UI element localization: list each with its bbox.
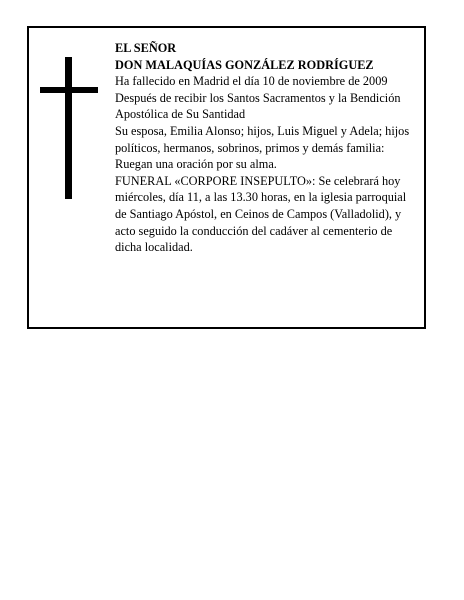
notice-text [115,40,419,256]
notice-title-line1: EL SEÑOR [115,41,177,55]
family-paragraph: Su esposa, Emilia Alonso; hijos, Luis Miguel y Adela; hijos políticos, hermanos, sobrinos, primos y demás familia: [115,123,410,155]
funeral-details: FUNERAL «CORPORE INSEPULTO»: Se celebrará hoy miércoles, día 11, a las 13.30 horas, en la iglesia parroquial de Santiago Apóstol, en Ceinos de Campos (Valladolid), y acto seguido la conducción del cadáver al cementerio de dicha localidad. [115,173,407,255]
obituary-notice [27,26,426,329]
prayer-request: Ruegan una oración por su alma. [115,157,277,172]
deceased-name: DON MALAQUÍAS GONZÁLEZ RODRÍGUEZ [115,57,374,72]
death-announcement: Ha fallecido en Madrid el día 10 de noviembre de 2009 [115,74,388,89]
cross-horizontal-bar [40,87,98,93]
cross-vertical-bar [65,57,72,199]
cross-icon [40,57,100,199]
sacraments-paragraph: Después de recibir los Santos Sacramentos y la Bendición Apostólica de Su Santidad [115,90,401,122]
